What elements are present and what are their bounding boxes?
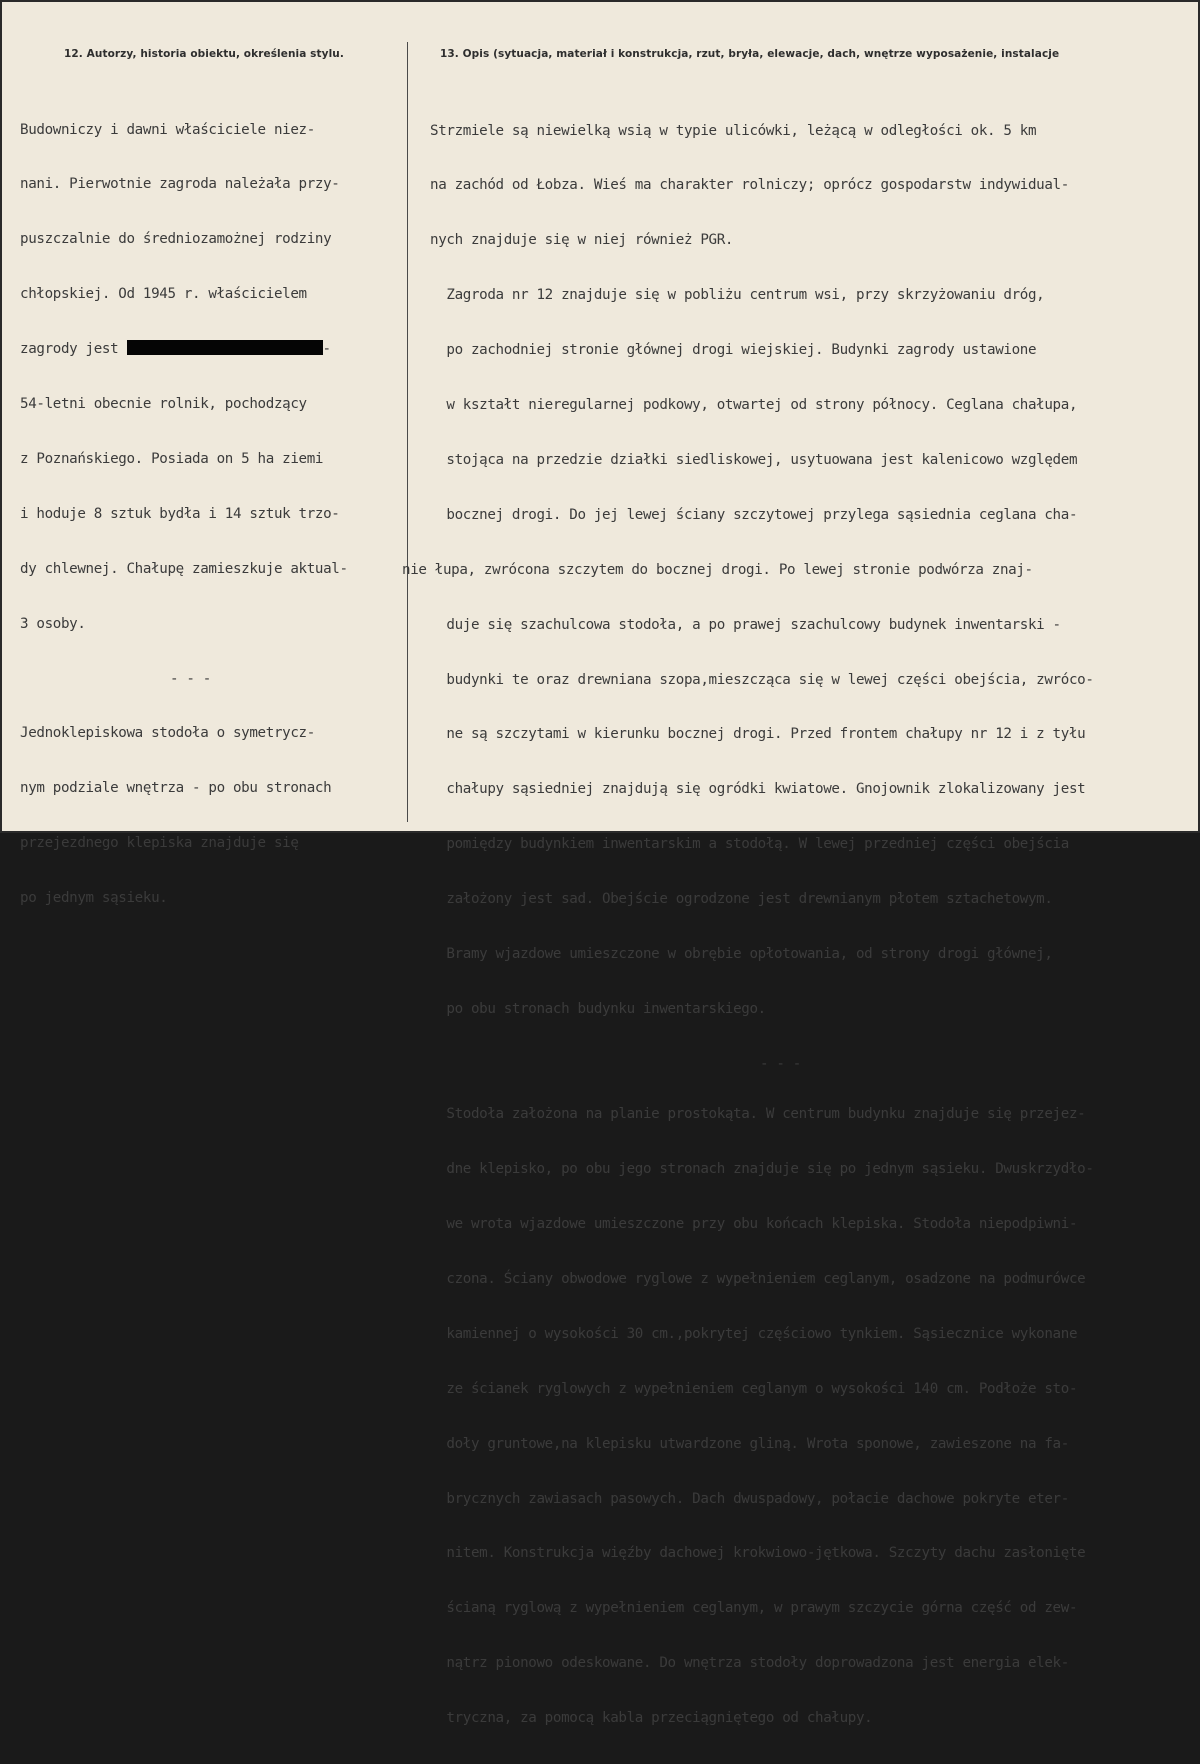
right-line: nie łupa, zwrócona szczytem do bocznej drogi. Po lewej stronie podwórza znaj-: [402, 561, 1033, 578]
left-line: dy chlewnej. Chałupę zamieszkuje aktual-: [20, 560, 348, 577]
right-line: Zagroda nr 12 znajduje się w pobliżu centrum wsi, przy skrzyżowaniu dróg,: [430, 287, 1045, 304]
right-line: chałupy sąsiedniej znajdują się ogródki kwiatowe. Gnojownik zlokalizowany jest: [430, 781, 1086, 798]
left-line: po jednym sąsieku.: [20, 890, 168, 907]
right-line: nątrz pionowo odeskowane. Do wnętrza stodoły doprowadzona jest energia elek-: [430, 1655, 1069, 1672]
right-line: bocznej drogi. Do jej lewej ściany szczytowej przylega sąsiednia ceglana cha-: [430, 506, 1078, 523]
right-line: dne klepisko, po obu jego stronach znajduje się po jednym sąsieku. Dwuskrzydło-: [430, 1161, 1094, 1178]
column-divider: [407, 42, 408, 822]
left-line: nani. Pierwotnie zagroda należała przy-: [20, 176, 340, 193]
right-line: ścianą ryglową z wypełnieniem ceglanym, w prawym szczycie górna część od zew-: [430, 1600, 1078, 1617]
redacted-name-block: [127, 340, 323, 355]
right-line: nitem. Konstrukcja więźby dachowej krokwiowo-jętkowa. Szczyty dachu zasłonięte: [430, 1545, 1086, 1562]
left-line: 3 osoby.: [20, 615, 86, 632]
redaction-suffix: -: [322, 341, 331, 358]
right-line: tryczna, za pomocą kabla przeciągniętego od chałupy.: [430, 1710, 873, 1727]
right-line: po zachodniej stronie głównej drogi wiejskiej. Budynki zagrody ustawione: [430, 342, 1037, 359]
right-line: kamiennej o wysokości 30 cm.,pokrytej częściowo tynkiem. Sąsiecznice wykonane: [430, 1325, 1078, 1342]
right-line: budynki te oraz drewniana szopa,mieszcząca się w lewej części obejścia, zwróco-: [430, 671, 1094, 688]
right-separator: - - -: [760, 1055, 801, 1072]
right-line: czona. Ściany obwodowe ryglowe z wypełnieniem ceglanym, osadzone na podmurówce: [430, 1271, 1086, 1287]
left-line: Jednoklepiskowa stodoła o symetrycz-: [20, 725, 315, 742]
left-column-text: [20, 84, 348, 944]
right-line: po obu stronach budynku inwentarskiego.: [430, 1000, 766, 1017]
right-column-text: [402, 85, 1094, 1764]
right-line: ze ścianek ryglowych z wypełnieniem ceglanym o wysokości 140 cm. Podłoże sto-: [430, 1380, 1078, 1397]
left-line: zagrody jest: [20, 341, 127, 358]
left-line: chłopskiej. Od 1945 r. właścicielem: [20, 286, 307, 303]
right-line: ne są szczytami w kierunku bocznej drogi. Przed frontem chałupy nr 12 i z tyłu: [430, 726, 1086, 743]
left-line: przejezdnego klepiska znajduje się: [20, 835, 299, 852]
left-line: Budowniczy i dawni właściciele niez-: [20, 121, 315, 138]
right-line: duje się szachulcowa stodoła, a po prawej szachulcowy budynek inwentarski -: [430, 616, 1061, 633]
right-line: w kształt nieregularnej podkowy, otwartej od strony północy. Ceglana chałupa,: [430, 397, 1078, 414]
right-line: doły gruntowe,na klepisku utwardzone gliną. Wrota sponowe, zawieszone na fa-: [430, 1435, 1069, 1452]
right-line: Bramy wjazdowe umieszczone w obrębie opłotowania, od strony drogi głównej,: [430, 945, 1053, 962]
right-line: na zachód od Łobza. Wieś ma charakter rolniczy; oprócz gospodarstw indywidual-: [430, 177, 1069, 194]
right-line: nych znajduje się w niej również PGR.: [430, 232, 734, 249]
right-line: pomiędzy budynkiem inwentarskim a stodołą. W lewej przedniej części obejścia: [430, 836, 1069, 853]
right-line: Stodoła założona na planie prostokąta. W centrum budynku znajduje się przejez-: [430, 1106, 1086, 1123]
right-line: założony jest sad. Obejście ogrodzone jest drewnianym płotem sztachetowym.: [430, 891, 1053, 908]
left-line: z Poznańskiego. Posiada on 5 ha ziemi: [20, 450, 324, 467]
left-line-with-redaction: [20, 340, 348, 358]
left-line: i hoduje 8 sztuk bydła i 14 sztuk trzo-: [20, 505, 340, 522]
left-line: nym podziale wnętrza - po obu stronach: [20, 780, 332, 797]
right-line: brycznych zawiasach pasowych. Dach dwuspadowy, połacie dachowe pokryte eter-: [430, 1490, 1069, 1507]
right-line: we wrota wjazdowe umieszczone przy obu końcach klepiska. Stodoła niepodpiwni-: [430, 1216, 1078, 1233]
right-line: Strzmiele są niewielką wsią w typie ulicówki, leżącą w odległości ok. 5 km: [430, 122, 1037, 139]
section-12-heading: 12. Autorzy, historia obiektu, określenia stylu.: [64, 48, 344, 60]
left-separator: - - -: [170, 670, 211, 687]
left-line: 54-letni obecnie rolnik, pochodzący: [20, 396, 307, 413]
right-line: stojąca na przedzie działki siedliskowej, usytuowana jest kalenicowo względem: [430, 451, 1078, 468]
left-line: puszczalnie do średniozamożnej rodziny: [20, 231, 332, 248]
section-13-heading: 13. Opis (sytuacja, materiał i konstrukcja, rzut, bryła, elewacje, dach, wnętrze wyposażenie, instalacje: [440, 48, 1060, 60]
